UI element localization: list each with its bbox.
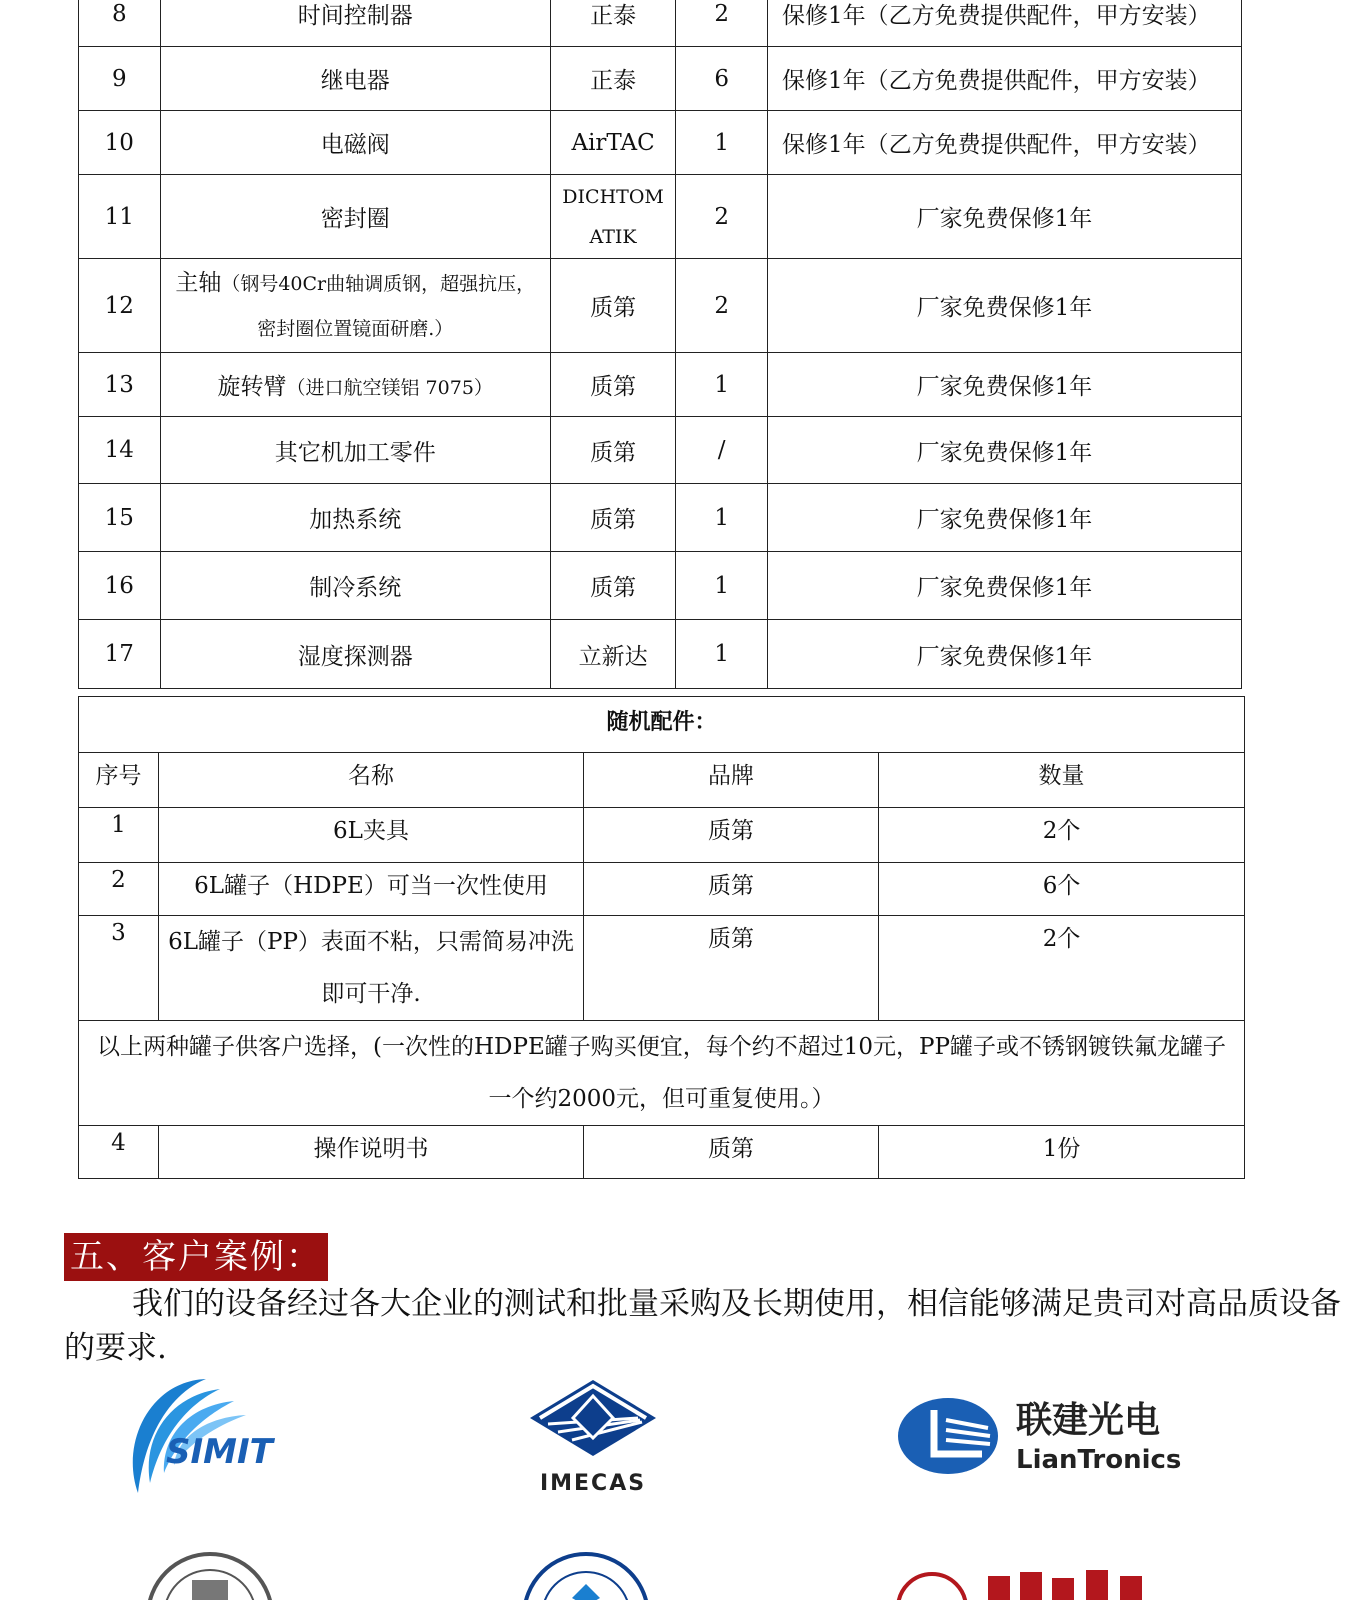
row-number: 13	[79, 353, 161, 417]
section-heading: 五、客户案例：	[64, 1233, 328, 1281]
university-seal-middle	[516, 1540, 656, 1600]
part-name: 时间控制器	[160, 0, 550, 47]
table-row	[79, 0, 1242, 47]
part-name-cell	[160, 259, 550, 353]
part-qty: 1	[676, 484, 768, 552]
accessory-brand: 质第	[584, 1126, 879, 1179]
liantronics-en-text: LianTronics	[1016, 1445, 1182, 1475]
simit-logo	[128, 1373, 288, 1505]
part-qty: 1	[676, 620, 768, 689]
accessories-title: 随机配件：	[79, 697, 1245, 753]
part-name: 主轴	[175, 269, 222, 296]
row-number: 11	[79, 175, 161, 259]
accessory-brand: 质第	[584, 916, 879, 1021]
row-number: 2	[79, 863, 159, 916]
part-warranty: 保修1年（乙方免费提供配件，甲方安装）	[768, 0, 1242, 47]
part-brand: 质第	[550, 484, 675, 552]
part-warranty: 保修1年（乙方免费提供配件，甲方安装）	[768, 47, 1242, 111]
table-row	[79, 620, 1242, 689]
accessory-name: 6L罐子（HDPE）可当一次性使用	[159, 863, 584, 916]
part-warranty: 厂家免费保修1年	[768, 620, 1242, 689]
part-name: 电磁阀	[160, 111, 550, 175]
part-qty: 2	[676, 0, 768, 47]
accessory-name: 6L罐子（PP）表面不粘，只需简易冲洗即可干净.	[159, 916, 584, 1021]
imecas-logo	[528, 1378, 658, 1498]
part-brand: DICHTOMATIK	[550, 175, 675, 259]
table-row	[79, 259, 1242, 353]
part-qty: 6	[676, 47, 768, 111]
table-row	[79, 863, 1245, 916]
part-qty: /	[676, 417, 768, 484]
table-row	[79, 353, 1242, 417]
part-brand: 正泰	[550, 0, 675, 47]
part-warranty: 厂家免费保修1年	[768, 259, 1242, 353]
row-number: 16	[79, 552, 161, 620]
accessory-qty: 1份	[879, 1126, 1245, 1179]
part-brand: 立新达	[550, 620, 675, 689]
column-header: 数量	[879, 753, 1245, 808]
row-number: 9	[79, 47, 161, 111]
row-number: 12	[79, 259, 161, 353]
table-row	[79, 47, 1242, 111]
part-warranty: 厂家免费保修1年	[768, 353, 1242, 417]
liantronics-logo	[896, 1392, 1206, 1478]
row-number: 3	[79, 916, 159, 1021]
column-header: 序号	[79, 753, 159, 808]
accessory-brand: 质第	[584, 863, 879, 916]
table-row	[79, 175, 1242, 259]
accessories-note: 以上两种罐子供客户选择，(一次性的HDPE罐子购买便宜，每个约不超过10元，PP罐子或不锈钢镀铁氟龙罐子一个约2000元，但可重复使用。）	[79, 1021, 1245, 1126]
part-name: 旋转臂	[217, 374, 287, 400]
table-row	[79, 111, 1242, 175]
part-brand: 质第	[550, 552, 675, 620]
part-brand: 质第	[550, 417, 675, 484]
part-warranty: 厂家免费保修1年	[768, 484, 1242, 552]
part-name-note: （钢号40Cr曲轴调质钢，超强抗压，密封圈位置镜面研磨.）	[221, 272, 536, 340]
accessory-name: 6L夹具	[159, 808, 584, 863]
accessories-table	[78, 696, 1245, 1179]
accessory-brand: 质第	[584, 808, 879, 863]
part-brand: 质第	[550, 353, 675, 417]
row-number: 8	[79, 0, 161, 47]
part-warranty: 厂家免费保修1年	[768, 417, 1242, 484]
part-warranty: 保修1年（乙方免费提供配件，甲方安装）	[768, 111, 1242, 175]
column-header: 名称	[159, 753, 584, 808]
part-qty: 1	[676, 552, 768, 620]
table-row	[79, 916, 1245, 1021]
column-header: 品牌	[584, 753, 879, 808]
part-brand: 质第	[550, 259, 675, 353]
imecas-logo-text: IMECAS	[539, 1471, 647, 1496]
row-number: 1	[79, 808, 159, 863]
table-title-row	[79, 697, 1245, 753]
part-name-cell	[160, 353, 550, 417]
accessory-qty: 2个	[879, 916, 1245, 1021]
part-qty: 1	[676, 111, 768, 175]
part-name: 其它机加工零件	[160, 417, 550, 484]
row-number: 10	[79, 111, 161, 175]
parts-warranty-table	[78, 0, 1242, 689]
part-name: 湿度探测器	[160, 620, 550, 689]
part-qty: 2	[676, 175, 768, 259]
table-row	[79, 1126, 1245, 1179]
row-number: 4	[79, 1126, 159, 1179]
part-name-note: （进口航空镁铝 7075）	[286, 377, 493, 399]
accessory-qty: 2个	[879, 808, 1245, 863]
accessory-name: 操作说明书	[159, 1126, 584, 1179]
table-row	[79, 417, 1242, 484]
liantronics-cn-text: 联建光电	[1016, 1400, 1161, 1441]
part-name: 密封圈	[160, 175, 550, 259]
university-seal-left	[140, 1540, 280, 1600]
table-header-row	[79, 753, 1245, 808]
part-qty: 1	[676, 353, 768, 417]
table-row	[79, 808, 1245, 863]
section-intro: 我们的设备经过各大企业的测试和批量采购及长期使用，相信能够满足贵司对高品质设备的要求.	[64, 1286, 1341, 1366]
part-brand: AirTAC	[550, 111, 675, 175]
university-logo-right	[896, 1568, 1186, 1600]
part-name: 加热系统	[160, 484, 550, 552]
part-qty: 2	[676, 259, 768, 353]
part-name: 继电器	[160, 47, 550, 111]
part-warranty: 厂家免费保修1年	[768, 552, 1242, 620]
accessory-qty: 6个	[879, 863, 1245, 916]
table-row	[79, 552, 1242, 620]
note-row	[79, 1021, 1245, 1126]
part-name: 制冷系统	[160, 552, 550, 620]
simit-logo-text: SIMIT	[166, 1432, 273, 1472]
row-number: 17	[79, 620, 161, 689]
part-brand: 正泰	[550, 47, 675, 111]
row-number: 15	[79, 484, 161, 552]
table-row	[79, 484, 1242, 552]
part-warranty: 厂家免费保修1年	[768, 175, 1242, 259]
row-number: 14	[79, 417, 161, 484]
